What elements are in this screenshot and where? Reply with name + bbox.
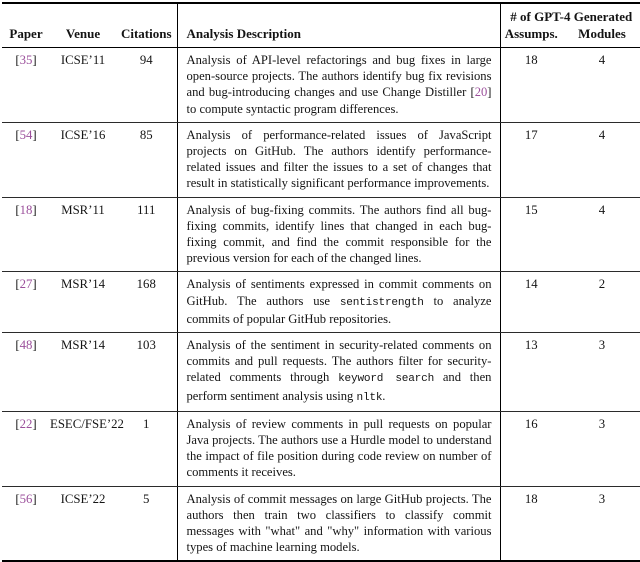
table-row xyxy=(2,272,640,333)
modules-cell: 4 xyxy=(562,122,640,197)
venue-cell: ESEC/FSE’22 xyxy=(50,411,116,486)
description-cell xyxy=(177,486,500,561)
paper-ref-cell: [35] xyxy=(2,48,50,123)
assumps-cell: 14 xyxy=(500,272,562,333)
col-header-citations: Citations xyxy=(116,3,177,48)
venue-cell: MSR’14 xyxy=(50,272,116,333)
paper-citation-link[interactable]: 54 xyxy=(19,127,33,142)
col-group-header-gpt4-generated: # of GPT-4 Generated xyxy=(500,3,640,25)
citations-cell: 94 xyxy=(116,48,177,123)
paper-ref-cell: [56] xyxy=(15,491,37,506)
inline-citation-link[interactable]: 20 xyxy=(474,85,488,100)
table-body xyxy=(2,48,640,562)
paper-citation-link[interactable]: 22 xyxy=(19,416,33,431)
description-text: Analysis of API-level refactorings and bug fixes in large open-source projects. The authors identify bug fix revisions and bug-introducing changes and use Change Distiller [ xyxy=(186,53,492,100)
paper-ref-cell: [54] xyxy=(2,122,50,197)
col-header-modules: Modules xyxy=(562,25,640,48)
description-text: Analysis of performance-related issues of JavaScript projects on GitHub. The authors identify performance-related issues and filter the issues to a set of changes that result in statistically significant performance improvements. xyxy=(186,127,492,191)
modules-cell: 4 xyxy=(562,48,640,123)
description-text: Analysis of the sentiment in security-related comments on commits and pull requests. The authors filter for security-related comments through xyxy=(186,338,492,385)
description-text: Analysis of bug-fixing commits. The authors find all bug-fixing commits, identify lines that changed in each bug-fixing commit, and find the commit responsible for the previous version for each of the changed lines. xyxy=(186,202,492,266)
description-text: and then perform sentiment analysis using xyxy=(186,370,492,403)
citations-cell: 5 xyxy=(143,491,150,506)
table-row xyxy=(2,411,640,486)
paper-ref-cell: [27] xyxy=(2,272,50,333)
description-cell xyxy=(177,197,500,272)
citations-cell: 85 xyxy=(116,122,177,197)
paper-citation-link[interactable]: 18 xyxy=(19,202,33,217)
paper-citation-link[interactable]: 48 xyxy=(19,338,33,353)
citations-cell: 168 xyxy=(116,272,177,333)
paper-ref-cell: [22] xyxy=(2,411,50,486)
citations-cell: 111 xyxy=(116,197,177,272)
assumps-cell: 13 xyxy=(500,333,562,412)
paper-citation-link[interactable]: 27 xyxy=(19,277,33,292)
modules-cell: 4 xyxy=(562,197,640,272)
paper-ref-cell: [48] xyxy=(2,333,50,412)
description-cell xyxy=(177,333,500,412)
assumps-cell: 15 xyxy=(500,197,562,272)
code-term: sentistrength xyxy=(339,296,424,309)
papers-summary-table xyxy=(2,2,640,562)
col-header-paper: Paper xyxy=(2,3,50,48)
table-row xyxy=(2,486,640,561)
code-term: keyword search xyxy=(338,373,435,386)
paper-citation-link[interactable]: 56 xyxy=(19,491,33,506)
col-header-assumps: Assumps. xyxy=(500,25,562,48)
description-text: . xyxy=(382,388,386,403)
description-text: Analysis of commit messages on large GitHub projects. The authors then train two classifiers to classify commit messages with "what" and "why" information with various types of machine learning models. xyxy=(186,491,492,555)
table-header xyxy=(2,3,640,48)
description-cell xyxy=(177,411,500,486)
description-text: Analysis of sentiments expressed in commit comments on GitHub. The authors use xyxy=(186,277,492,308)
venue-cell: ICSE’16 xyxy=(50,122,116,197)
modules-cell: 3 xyxy=(562,411,640,486)
assumps-cell: 16 xyxy=(500,411,562,486)
description-cell xyxy=(177,122,500,197)
description-text: ] to compute syntactic program differences. xyxy=(186,85,492,116)
description-text: Analysis of review comments in pull requests on popular Java projects. The authors use a Hurdle model to understand the impact of file position during code review on number of comments it receives. xyxy=(186,416,492,480)
col-header-analysis-description: Analysis Description xyxy=(177,3,500,48)
modules-cell: 3 xyxy=(562,333,640,412)
description-text: to analyze commits of popular GitHub repositories. xyxy=(186,293,492,326)
description-cell xyxy=(177,48,500,123)
citations-cell: 1 xyxy=(116,411,177,486)
venue-cell: ICSE’11 xyxy=(50,48,116,123)
description-cell xyxy=(177,272,500,333)
col-header-venue: Venue xyxy=(50,3,116,48)
table-row xyxy=(2,197,640,272)
modules-cell: 2 xyxy=(562,272,640,333)
venue-cell: ICSE’22 xyxy=(60,491,106,506)
code-term: nltk xyxy=(356,391,383,404)
paper-ref-cell: [18] xyxy=(2,197,50,272)
table-row xyxy=(2,122,640,197)
assumps-cell: 18 xyxy=(500,48,562,123)
assumps-cell: 18 xyxy=(500,486,562,561)
paper-citation-link[interactable]: 35 xyxy=(19,53,33,67)
modules-cell: 3 xyxy=(598,491,606,506)
assumps-cell: 17 xyxy=(500,122,562,197)
venue-cell: MSR’14 xyxy=(50,333,116,412)
table-row xyxy=(2,48,640,123)
table-row xyxy=(2,333,640,412)
venue-cell: MSR’11 xyxy=(50,197,116,272)
citations-cell: 103 xyxy=(116,333,177,412)
